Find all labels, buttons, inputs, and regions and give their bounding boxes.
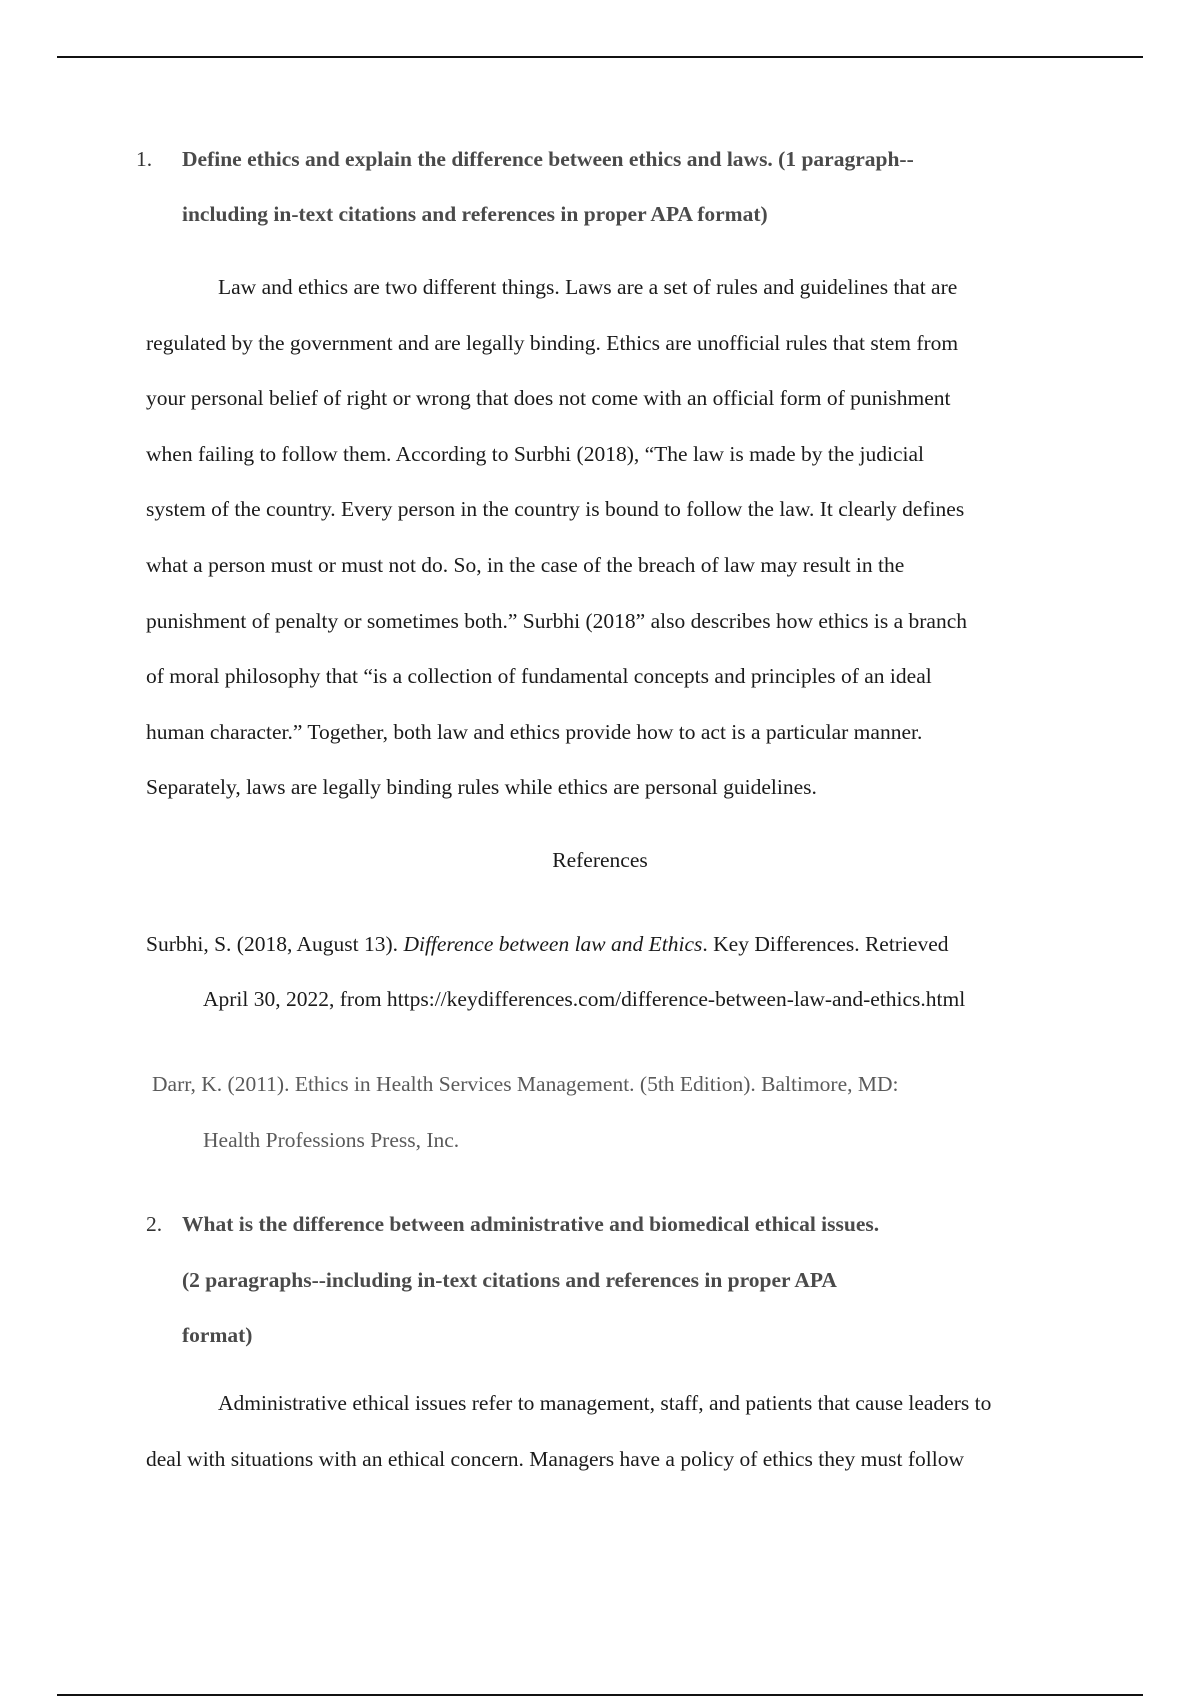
question-2-number: 2. [146, 1212, 163, 1236]
question-2-line: (2 paragraphs--including in-text citations and references in proper APA [182, 1268, 837, 1292]
reference-prefix: Surbhi, S. (2018, August 13). [146, 932, 404, 956]
paragraph-line: of moral philosophy that “is a collection of fundamental concepts and principles of an ideal [146, 664, 932, 688]
paragraph-line: Law and ethics are two different things. Laws are a set of rules and guidelines that are [218, 275, 958, 299]
paragraph-line: punishment of penalty or sometimes both.” Surbhi (2018” also describes how ethics is a branch [146, 609, 968, 633]
question-1-line: Define ethics and explain the difference between ethics and laws. (1 paragraph-- [182, 147, 914, 171]
reference-title: Difference between law and Ethics [403, 932, 703, 956]
paragraph-line: your personal belief of right or wrong that does not come with an official form of punishment [146, 386, 951, 410]
paragraph-line: deal with situations with an ethical concern. Managers have a policy of ethics they must follow [146, 1447, 964, 1471]
question-2-line: What is the difference between administrative and biomedical ethical issues. [182, 1212, 880, 1236]
question-2-line: format) [182, 1323, 253, 1347]
paragraph-line: system of the country. Every person in the country is bound to follow the law. It clearly defines [146, 497, 965, 521]
reference-surbhi-line-2: April 30, 2022, from https://keydifferences.com/difference-between-law-and-ethics.html [203, 987, 966, 1011]
reference-darr-line-2: Health Professions Press, Inc. [203, 1128, 460, 1152]
top-rule [57, 56, 1143, 58]
question-1-number: 1. [136, 147, 153, 171]
reference-surbhi [146, 932, 949, 957]
references-heading: References [552, 848, 648, 872]
reference-suffix: . Key Differences. Retrieved [702, 932, 949, 956]
question-1-line: including in-text citations and references in proper APA format) [182, 202, 768, 226]
bottom-rule [57, 1694, 1143, 1696]
paragraph-line: regulated by the government and are legally binding. Ethics are unofficial rules that stem from [146, 331, 959, 355]
paragraph-line: what a person must or must not do. So, in the case of the breach of law may result in the [146, 553, 905, 577]
paragraph-line: when failing to follow them. According to Surbhi (2018), “The law is made by the judicial [146, 442, 925, 466]
reference-darr: Darr, K. (2011). Ethics in Health Services Management. (5th Edition). Baltimore, MD: [152, 1072, 899, 1096]
paragraph-line: human character.” Together, both law and ethics provide how to act is a particular manner. [146, 720, 923, 744]
paragraph-line: Administrative ethical issues refer to management, staff, and patients that cause leaders to [218, 1391, 992, 1415]
paragraph-line: Separately, laws are legally binding rules while ethics are personal guidelines. [146, 775, 817, 799]
